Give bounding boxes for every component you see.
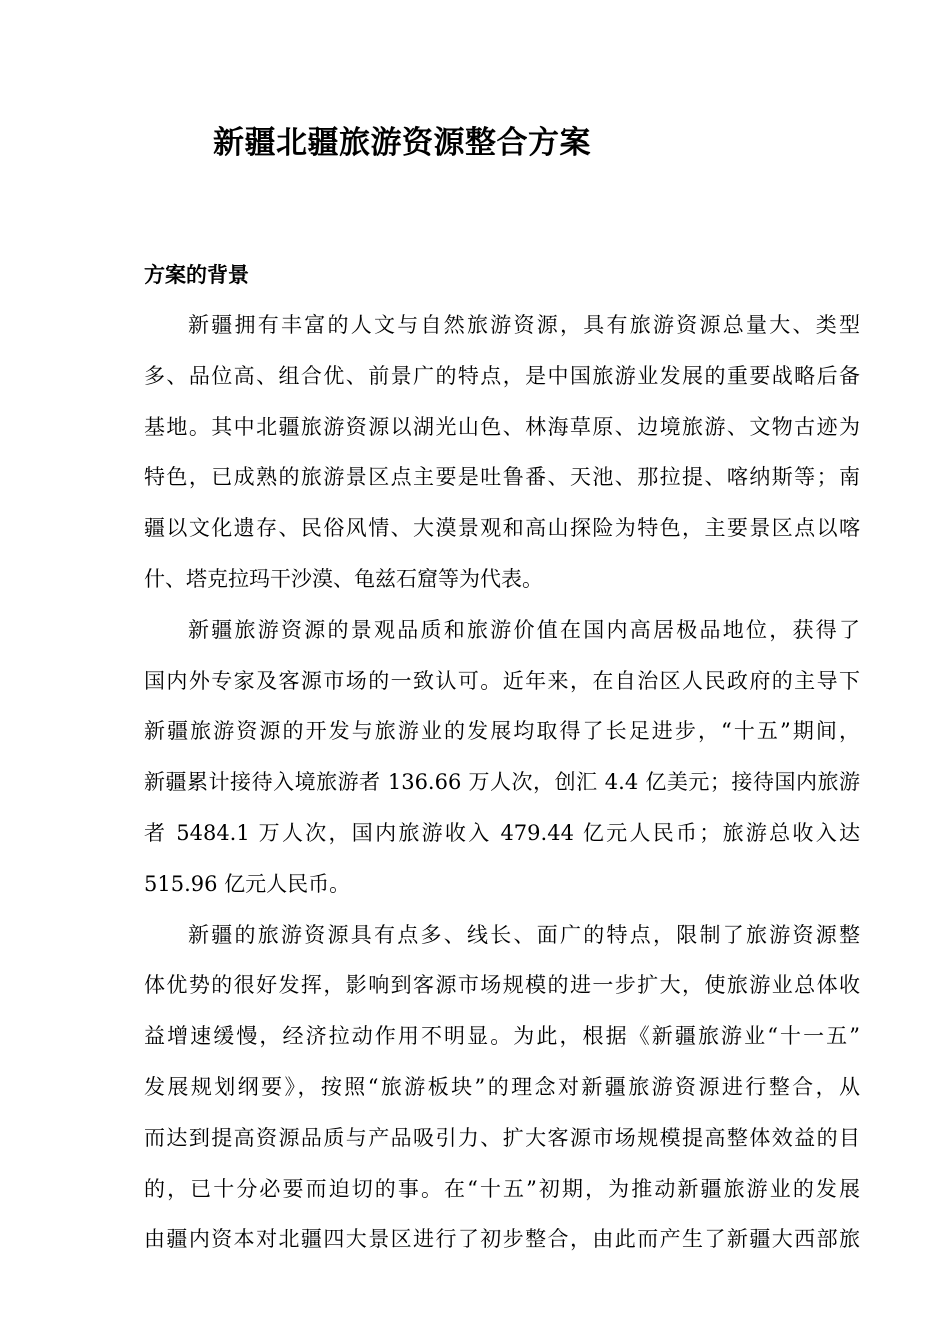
text-line: 益增速缓慢，经济拉动作用不明显。为此，根据《新疆旅游业“十一五”	[144, 1024, 860, 1049]
text-line: 国内外专家及客源市场的一致认可。近年来，在自治区人民政府的主导下	[144, 668, 860, 693]
text-line: 体优势的很好发挥，影响到客源市场规模的进一步扩大，使旅游业总体收	[144, 973, 860, 998]
text-line: 新疆旅游资源的景观品质和旅游价值在国内高居极品地位，获得了	[188, 617, 860, 642]
text-line: 多、品位高、组合优、前景广的特点，是中国旅游业发展的重要战略后备	[144, 363, 860, 388]
text-line: 而达到提高资源品质与产品吸引力、扩大客源市场规模提高整体效益的目	[144, 1125, 860, 1150]
text-line: 新疆旅游资源的开发与旅游业的发展均取得了长足进步，“十五”期间，	[144, 719, 860, 744]
text-line: 基地。其中北疆旅游资源以湖光山色、林海草原、边境旅游、文物古迹为	[144, 414, 860, 439]
paragraph-3	[144, 910, 860, 1266]
text-line: 新疆累计接待入境旅游者 136.66 万人次，创汇 4.4 亿美元；接待国内旅游	[144, 770, 860, 795]
text-line: 新疆的旅游资源具有点多、线长、面广的特点，限制了旅游资源整	[188, 922, 860, 947]
text-line: 由疆内资本对北疆四大景区进行了初步整合，由此而产生了新疆大西部旅	[144, 1227, 860, 1252]
paragraph-2	[144, 605, 860, 910]
text-line: 什、塔克拉玛干沙漠、龟兹石窟等为代表。	[144, 566, 543, 591]
paragraph-1	[144, 300, 860, 605]
text-line: 者 5484.1 万人次，国内旅游收入 479.44 亿元人民币；旅游总收入达	[144, 820, 860, 845]
text-line: 新疆拥有丰富的人文与自然旅游资源，具有旅游资源总量大、类型	[188, 313, 860, 337]
text-line: 515.96 亿元人民币。	[144, 871, 351, 896]
body-text	[144, 300, 860, 1265]
text-line: 的，已十分必要而迫切的事。在“十五”初期，为推动新疆旅游业的发展	[144, 1176, 860, 1201]
text-line: 发展规划纲要》，按照“旅游板块”的理念对新疆旅游资源进行整合，从	[144, 1074, 860, 1099]
section-heading: 方案的背景	[144, 262, 249, 287]
text-line: 疆以文化遗存、民俗风情、大漠景观和高山探险为特色，主要景区点以喀	[144, 516, 860, 541]
text-line: 特色，已成熟的旅游景区点主要是吐鲁番、天池、那拉提、喀纳斯等；南	[144, 465, 860, 490]
document-title: 新疆北疆旅游资源整合方案	[213, 125, 591, 161]
